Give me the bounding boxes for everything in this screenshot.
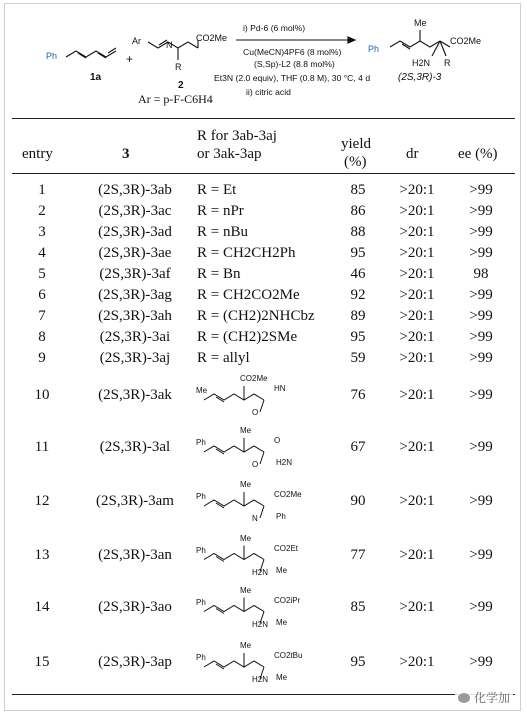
- table-row: [0, 264, 527, 285]
- dr-cell: >20:1: [399, 329, 435, 345]
- product-cell: (2S,3R)-3ag: [98, 287, 172, 303]
- structure-atom-label: CO2tBu: [274, 651, 303, 660]
- product-structure: [196, 423, 346, 473]
- skeleton-chain: [204, 500, 264, 506]
- product-cell: (2S,3R)-3ae: [98, 245, 172, 261]
- structure-atom-label: Me: [240, 480, 252, 489]
- dr-cell: >20:1: [399, 308, 435, 324]
- table-top-rule: [12, 118, 515, 119]
- yield-cell: 85: [350, 599, 366, 615]
- yield-cell: 46: [350, 266, 366, 282]
- product-structure: [196, 634, 346, 692]
- table-row: [0, 372, 527, 420]
- entry-cell: 11: [34, 439, 50, 455]
- entry-cell: 9: [38, 350, 46, 366]
- table-row: [0, 348, 527, 369]
- r-group-cell: R = nPr: [197, 203, 244, 219]
- structure-atom-label: CO2Me: [240, 374, 268, 383]
- phenyl-label: Ph: [46, 51, 58, 61]
- ar-definition: Ar = p-F-C6H4: [138, 92, 213, 106]
- ee-cell: >99: [469, 439, 493, 455]
- dr-cell: >20:1: [399, 182, 435, 198]
- product-h2n-label: H2N: [412, 58, 431, 68]
- skeleton-chain: [204, 554, 264, 560]
- yield-cell: 95: [350, 245, 366, 261]
- entry-cell: 1: [38, 182, 46, 198]
- product-co2me-label: CO2Me: [450, 36, 482, 46]
- ee-cell: >99: [469, 547, 493, 563]
- product-structure: [196, 475, 346, 529]
- table-row: [0, 634, 527, 692]
- table-row: [0, 531, 527, 580]
- structure-atom-label: O: [252, 460, 259, 469]
- entry-cell: 13: [34, 547, 50, 563]
- structure-atom-label: H2N: [252, 675, 269, 684]
- skeleton-chain: [204, 446, 264, 452]
- entry-cell: 15: [34, 654, 50, 670]
- yield-cell: 76: [350, 387, 366, 403]
- table-row: [0, 306, 527, 327]
- structure-atom-label: Ph: [196, 653, 206, 662]
- header-dr: dr: [406, 146, 419, 162]
- reagent-2-label: 2: [178, 80, 184, 91]
- watermark: [455, 688, 513, 707]
- product-3-label: (2S,3R)-3: [398, 72, 442, 83]
- ee-cell: >99: [469, 329, 493, 345]
- condition-line-4: Et3N (2.0 equiv), THF (0.8 M), 30 °C, 4 d: [214, 73, 371, 83]
- skeleton-chain: [204, 606, 264, 612]
- structure-atom-label: O: [274, 436, 281, 445]
- table-row: [0, 243, 527, 264]
- r-group-cell: R = CH2CH2Ph: [197, 245, 296, 261]
- header-entry: entry: [22, 146, 53, 162]
- entry-cell: 10: [34, 387, 50, 403]
- yield-cell: 85: [350, 182, 366, 198]
- dr-cell: >20:1: [399, 287, 435, 303]
- dr-cell: >20:1: [399, 266, 435, 282]
- header-product: 3: [122, 146, 130, 162]
- product-cell: (2S,3R)-3an: [98, 547, 172, 563]
- structure-atom-label: CO2Et: [274, 544, 299, 553]
- product-structure: [196, 372, 346, 420]
- product-cell: (2S,3R)-3ad: [98, 224, 172, 240]
- structure-atom-label: Me: [196, 386, 208, 395]
- structure-atom-label: Ph: [196, 546, 206, 555]
- skeleton-chain: [204, 394, 264, 400]
- yield-cell: 95: [350, 654, 366, 670]
- structure-atom-label: N: [252, 514, 258, 523]
- diene-double-bond: [78, 53, 86, 58]
- structure-atom-label: Me: [240, 534, 252, 543]
- table-header-rule: [12, 173, 515, 174]
- ee-cell: >99: [469, 308, 493, 324]
- structure-atom-label: Me: [276, 618, 288, 627]
- condition-line-5: ii) citric acid: [246, 87, 291, 97]
- table-row: [0, 582, 527, 633]
- table-row: [0, 423, 527, 473]
- condition-line-1: i) Pd-6 (6 mol%): [243, 23, 306, 33]
- dr-cell: >20:1: [399, 493, 435, 509]
- header-yield-line2: (%): [344, 154, 367, 170]
- entry-cell: 3: [38, 224, 46, 240]
- structure-atom-label: Me: [240, 641, 252, 650]
- ee-cell: >99: [469, 245, 493, 261]
- dr-cell: >20:1: [399, 439, 435, 455]
- structure-atom-label: Ph: [196, 438, 206, 447]
- skeleton-chain: [204, 661, 264, 667]
- ee-cell: >99: [469, 387, 493, 403]
- r-atom-label: R: [175, 62, 182, 72]
- table-row: [0, 285, 527, 306]
- wechat-icon: [458, 693, 470, 703]
- yield-cell: 92: [350, 287, 366, 303]
- structure-atom-label: Ph: [196, 492, 206, 501]
- product-cell: (2S,3R)-3ap: [98, 654, 172, 670]
- dr-cell: >20:1: [399, 387, 435, 403]
- header-ee: ee (%): [458, 146, 498, 162]
- product-cell: (2S,3R)-3am: [96, 493, 174, 509]
- structure-atom-label: O: [252, 408, 259, 417]
- skeleton-amine-bond: [260, 400, 264, 412]
- product-cell: (2S,3R)-3af: [99, 266, 171, 282]
- structure-atom-label: H2N: [276, 458, 293, 467]
- table-row: [0, 327, 527, 348]
- co2me-label: CO2Me: [196, 33, 228, 43]
- entry-cell: 14: [34, 599, 50, 615]
- r-group-cell: R = (CH2)2SMe: [197, 329, 298, 345]
- structure-atom-label: Me: [240, 586, 252, 595]
- structure-atom-label: Me: [276, 566, 288, 575]
- yield-cell: 67: [350, 439, 366, 455]
- entry-cell: 12: [34, 493, 50, 509]
- product-structure: [196, 582, 346, 633]
- condition-line-2: Cu(MeCN)4PF6 (8 mol%): [243, 47, 342, 57]
- yield-cell: 90: [350, 493, 366, 509]
- ee-cell: >99: [469, 599, 493, 615]
- dr-cell: >20:1: [399, 350, 435, 366]
- table-row: [0, 475, 527, 529]
- dr-cell: >20:1: [399, 224, 435, 240]
- ee-cell: >99: [469, 654, 493, 670]
- structure-atom-label: H2N: [252, 568, 269, 577]
- header-r-line2: or 3ak-3ap: [197, 146, 262, 162]
- reagent-1a-label: 1a: [90, 72, 102, 83]
- ee-cell: >99: [469, 493, 493, 509]
- yield-cell: 88: [350, 224, 366, 240]
- r-group-cell: R = allyl: [197, 350, 250, 366]
- r-group-cell: R = (CH2)2NHCbz: [197, 308, 315, 324]
- diene-chain: [66, 51, 116, 57]
- yield-cell: 77: [350, 547, 366, 563]
- ee-cell: >99: [469, 203, 493, 219]
- entry-cell: 2: [38, 203, 46, 219]
- structure-atom-label: Me: [276, 673, 288, 682]
- condition-line-3: (S,Sp)-L2 (8.8 mol%): [254, 59, 335, 69]
- structure-atom-label: CO2iPr: [274, 596, 301, 605]
- watermark-text: 化学加: [473, 691, 510, 705]
- product-cell: (2S,3R)-3ac: [98, 203, 172, 219]
- structure-atom-label: HN: [274, 384, 286, 393]
- entry-cell: 5: [38, 266, 46, 282]
- product-cell: (2S,3R)-3al: [99, 439, 171, 455]
- entry-cell: 4: [38, 245, 46, 261]
- header-yield-line1: yield: [341, 136, 371, 152]
- ee-cell: >99: [469, 182, 493, 198]
- product-cell: (2S,3R)-3ai: [99, 329, 171, 345]
- r-group-cell: R = CH2CO2Me: [197, 287, 300, 303]
- product-me-label: Me: [414, 18, 427, 28]
- ee-cell: 98: [473, 266, 489, 282]
- table-row: [0, 201, 527, 222]
- dr-cell: >20:1: [399, 203, 435, 219]
- product-phenyl-label: Ph: [368, 44, 380, 54]
- yield-cell: 86: [350, 203, 366, 219]
- product-cell: (2S,3R)-3ao: [98, 599, 172, 615]
- skeleton-amine-bond: [260, 506, 264, 518]
- n-atom-label: N: [166, 40, 173, 50]
- ar-atom-label: Ar: [132, 36, 141, 46]
- yield-cell: 59: [350, 350, 366, 366]
- table-row: [0, 222, 527, 243]
- structure-atom-label: Ph: [276, 512, 286, 521]
- plus-sign: +: [126, 52, 134, 66]
- product-cell: (2S,3R)-3ah: [98, 308, 172, 324]
- table-row: [0, 180, 527, 201]
- entry-cell: 8: [38, 329, 46, 345]
- structure-atom-label: H2N: [252, 620, 269, 629]
- r-group-cell: R = Et: [197, 182, 237, 198]
- product-cell: (2S,3R)-3ab: [98, 182, 172, 198]
- reaction-scheme: [0, 0, 527, 120]
- entry-cell: 6: [38, 287, 46, 303]
- skeleton-amine-bond: [260, 452, 264, 464]
- header-r-line1: R for 3ab-3aj: [197, 128, 277, 144]
- product-r-label: R: [444, 58, 451, 68]
- entry-cell: 7: [38, 308, 46, 324]
- yield-cell: 89: [350, 308, 366, 324]
- dr-cell: >20:1: [399, 547, 435, 563]
- dr-cell: >20:1: [399, 654, 435, 670]
- structure-atom-label: Me: [240, 426, 252, 435]
- yield-cell: 95: [350, 329, 366, 345]
- r-group-cell: R = Bn: [197, 266, 241, 282]
- structure-atom-label: CO2Me: [274, 490, 302, 499]
- product-cell: (2S,3R)-3ak: [98, 387, 172, 403]
- ee-cell: >99: [469, 224, 493, 240]
- dr-cell: >20:1: [399, 245, 435, 261]
- structure-atom-label: Ph: [196, 598, 206, 607]
- product-structure: [196, 531, 346, 580]
- r-group-cell: R = nBu: [197, 224, 248, 240]
- product-cell: (2S,3R)-3aj: [99, 350, 171, 366]
- ee-cell: >99: [469, 350, 493, 366]
- ee-cell: >99: [469, 287, 493, 303]
- dr-cell: >20:1: [399, 599, 435, 615]
- table-bottom-rule: [12, 694, 515, 695]
